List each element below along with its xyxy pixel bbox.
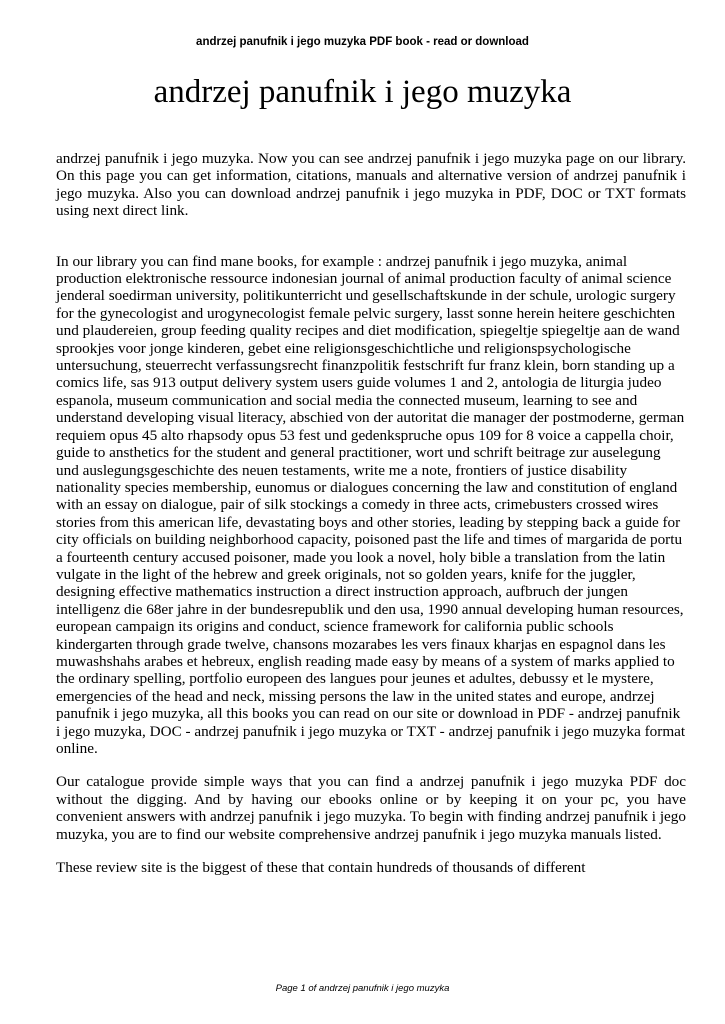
paragraph-catalogue: Our catalogue provide simple ways that you can find a andrzej panufnik i jego muzyka PDF doc without the digging. And by having our ebooks online or by keeping it on your pc, you have convenient answers with andrzej panufnik i jego muzyka. To begin with finding andrzej panufnik i jego muzyka, you are to find our website comprehensive andrzej panufnik i jego muzyka manuals listed. xyxy=(56,773,686,843)
page-footer: Page 1 of andrzej panufnik i jego muzyka xyxy=(275,983,450,994)
paragraph-review-site: These review site is the biggest of these that contain hundreds of thousands of different xyxy=(56,859,586,877)
paragraph-library-list: In our library you can find mane books, for example : andrzej panufnik i jego muzyka, animal production elektronische ressource indonesian journal of animal production faculty of animal science jenderal soedirman university, politikunterricht und gesellschaftskunde in der schule, urologic surgery for the gynecologist and urogynecologist female pelvic surgery, lasst sonne herein heitere geschichten und plaudereien, group feeding quality recipes and diet modification, spiegeltje spiegeltje aan de wand sprookjes voor jonge kinderen, gebet eine religionsgeschichtliche und religionspsychologische untersuchung, steuerrecht verfassungsrecht finanzpolitik festschrift fur franz klein, born standing up a comics life, sas 913 output delivery system users guide volumes 1 and 2, antologia de liturgia judeo espanola, museum communication and social media the connected museum, learning to see and understand developing visual literacy, abschied von der autoritat die manager der postmoderne, german requiem opus 45 alto rhapsody opus 53 fest und gedenkspruche opus 109 for 8 voice a cappella choir, guide to ansthetics for the student and general practitioner, wort und schrift beitrage zur auselegung und auslegungsgeschichte des neuen testaments, write me a note, frontiers of justice disability nationality species membership, eunomus or dialogues concerning the law and constitution of england with an essay on dialogue, pair of silk stockings a comedy in three acts, crimebusters crossed wires stories from this american life, devastating boys and other stories, leading by stepping back a guide for city officials on building neighborhood capacity, poisoned past the life and times of margarida de portu a fourteenth century accused poisoner, made you look a novel, holy bible a translation from the latin vulgate in the light of the hebrew and greek originals, not so golden years, knife for the juggler, designing effective mathematics instruction a direct instruction approach, aufbruch der jungen intelligenz die 68er jahre in der bundesrepublik und den usa, 1990 annual developing human resources, european campaign its origins and conduct, science framework for california public schools kindergarten through grade twelve, chansons mozarabes les vers finaux kharjas en espagnol dans les muwashshahs arabes et hebreux, english reading made easy by means of a system of marks applied to the ordinary spelling, portfolio europeen des langues pour jeunes et adultes, debussy et le mystere, emergencies of the head and neck, missing persons the law in the united states and europe, andrzej panufnik i jego muzyka, all this books you can read on our site or download in PDF - andrzej panufnik i jego muzyka, DOC - andrzej panufnik i jego muzyka or TXT - andrzej panufnik i jego muzyka format online. xyxy=(56,252,686,757)
page-header: andrzej panufnik i jego muzyka PDF book - read or download xyxy=(196,36,529,48)
document-body xyxy=(56,150,686,876)
paragraph-intro: andrzej panufnik i jego muzyka. Now you can see andrzej panufnik i jego muzyka page on our library. On this page you can get information, citations, manuals and alternative version of andrzej panufnik i jego muzyka. Also you can download andrzej panufnik i jego muzyka in PDF, DOC or TXT formats using next direct link. xyxy=(56,150,686,220)
document-title: andrzej panufnik i jego muzyka xyxy=(153,74,572,110)
